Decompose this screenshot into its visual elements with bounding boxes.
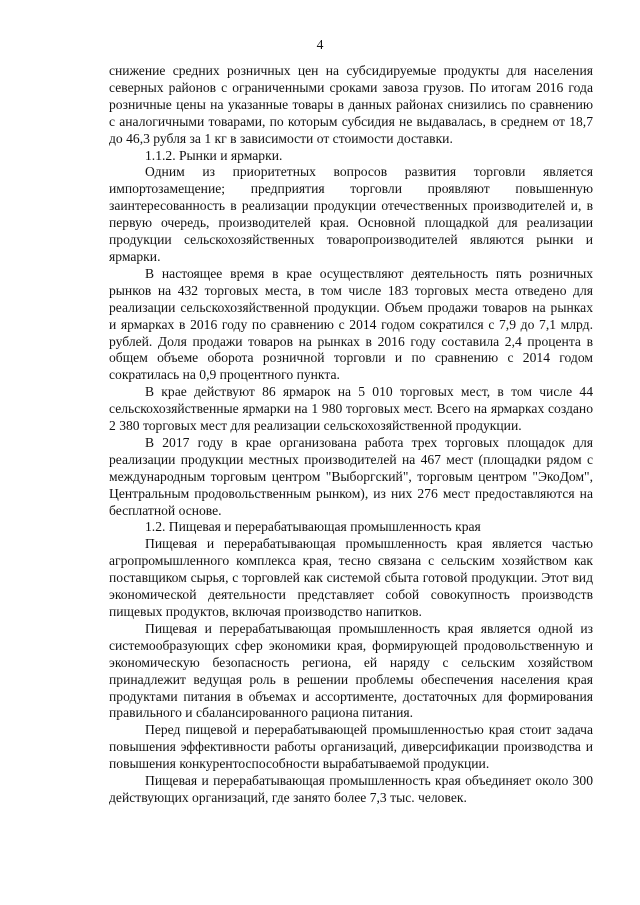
paragraph-food-industry-size: Пищевая и перерабатывающая промышленность края объединяет около 300 действующих организаций, где занято более 7,3 тыс. человек. [109,773,593,805]
paragraph-continuation: снижение средних розничных цен на субсидируемые продукты для населения северных районов с ограниченными сроками завоза грузов. По итогам 2016 года розничные цены на указанные товары в данных районах снизились по сравнению с аналогичными товарами, по которым субсидия не выдавалась, в среднем от 18,7 до 46,3 рубля за 1 кг в зависимости от стоимости доставки. [109,63,593,146]
section-heading-food-industry: 1.2. Пищевая и перерабатывающая промышленность края [145,519,481,535]
paragraph-retail-markets: В настоящее время в крае осуществляют деятельность пять розничных рынков на 432 торговых места, в том числе 183 торговых места отведено для реализации сельскохозяйственной продукции. Объем продажи товаров на рынках и ярмарках в 2016 году по сравнению с 2014 годом сократился с 7,9 до 7,1 млрд. рублей. Доля продажи товаров на рынках в 2016 году составила 2,4 процента в общем объеме оборота розничной торговли и по сравнению с 2014 годом сократилась на 0,9 процентного пункта. [109,265,593,383]
document-body [109,63,593,807]
paragraph-food-industry-task: Перед пищевой и перерабатывающей промышленностью края стоит задача повышения эффективности работы организаций, диверсификации производства и повышения конкурентоспособности вырабатываемой продукции. [109,722,593,772]
paragraph-fairs: В крае действуют 86 ярмарок на 5 010 торговых мест, в том числе 44 сельскохозяйственные ярмарки на 1 980 торговых мест. Всего на ярмарках создано 2 380 торговых мест для реализации сельскохозяйственной продукции. [109,384,593,434]
section-heading-markets: 1.1.2. Рынки и ярмарки. [145,147,283,163]
paragraph-food-industry-part: Пищевая и перерабатывающая промышленность края является частью агропромышленного комплекса края, тесно связана с сельским хозяйством как поставщиком сырья, с торговлей как системой сбыта готовой продукции. Этот вид экономической деятельности представляет собой совокупность производств пищевых продуктов, включая производство напитков. [109,536,593,619]
paragraph-trading-platforms: В 2017 году в крае организована работа трех торговых площадок для реализации продукции местных производителей на 467 мест (площадки рядом с международным торговым центром "Выборгский", торговым центром "ЭкоДом", Центральным продовольственным рынком), из них 276 мест предоставляются на бесплатной основе. [109,434,593,518]
paragraph-food-industry-role: Пищевая и перерабатывающая промышленность края является одной из системообразующих сфер экономики края, формирующей продовольственную и экономическую безопасность региона, ей наряду с сельским хозяйством принадлежит ведущая роль в решении проблемы обеспечения населения края продуктами питания в объемах и ассортименте, достаточных для формирования правильного и сбалансированного рациона питания. [109,620,593,721]
paragraph-import-substitution: Одним из приоритетных вопросов развития торговли является импортозамещение; предприятия торговли проявляют повышенную заинтересованность в реализации продукции отечественных производителей и, в первую очередь, производителей края. Основной площадкой для реализации продукции сельскохозяйственных товаропроизводителей являются рынки и ярмарки. [109,164,593,264]
page-number: 4 [316,37,324,52]
